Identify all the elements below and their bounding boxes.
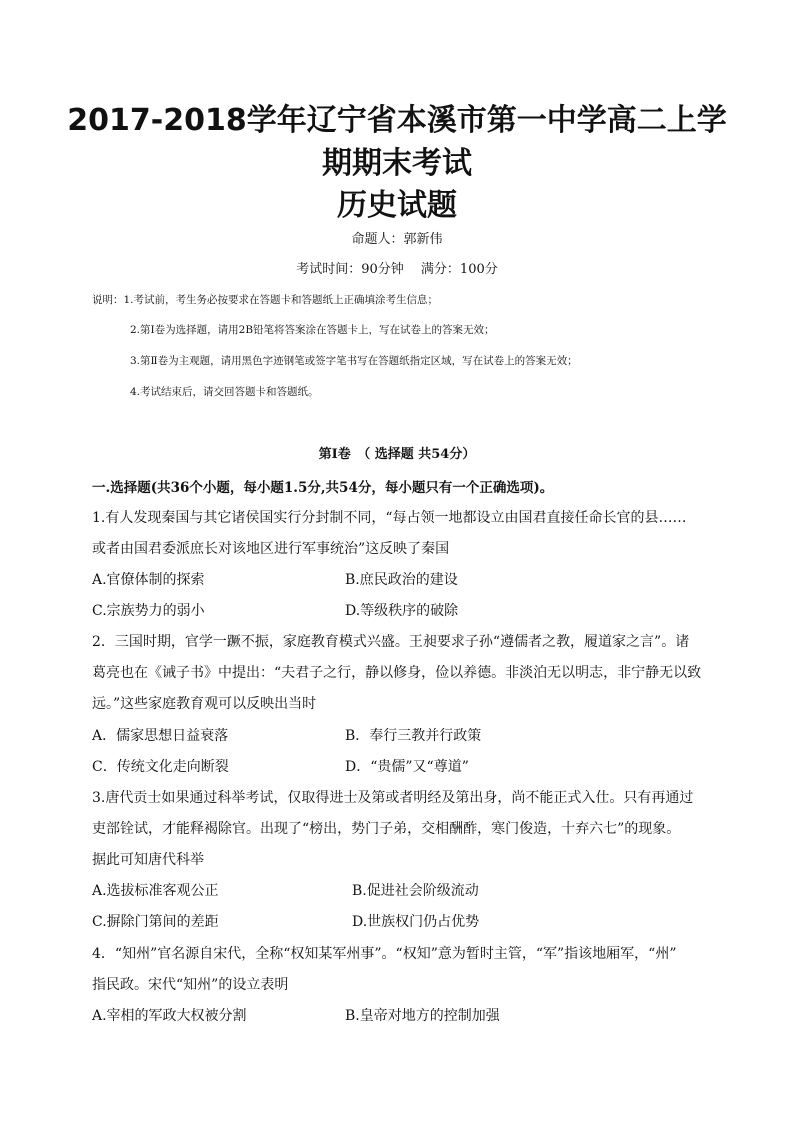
question-2-option-d: D．“贵儒”又“尊道” <box>345 759 469 775</box>
title-line-2: 期期末考试 <box>322 146 472 181</box>
author-line: 命题人：郭新伟 <box>351 232 443 247</box>
note-4: 4.考试结束后，请交回答题卡和答题纸。 <box>130 386 319 398</box>
question-1-option-a: A.官僚体制的探索 <box>92 572 205 588</box>
question-1-line-1: 1.有人发现秦国与其它诸侯国实行分封制不同，“每占领一地都设立由国君直接任命长官的县…… <box>92 510 687 526</box>
question-3-line-3: 据此可知唐代科举 <box>92 852 204 868</box>
section-instruction: 一.选择题(共36个小题，每小题1.5分,共54分，每小题只有一个正确选项)。 <box>92 480 554 496</box>
question-2-option-a: A．儒家思想日益衰落 <box>92 728 229 744</box>
question-1-option-c: C.宗族势力的弱小 <box>92 603 205 619</box>
exam-info-line: 考试时间：90分钟 满分：100分 <box>296 262 498 277</box>
question-2-line-3: 远。”这些家庭教育观可以反映出当时 <box>92 696 317 712</box>
question-3-line-2: 吏部铨试，才能释褐除官。出现了“榜出，势门子弟，交相酬酢，寒门俊造，十弃六七”的现象。 <box>92 821 681 837</box>
title-line-3: 历史试题 <box>337 188 457 223</box>
question-3-line-1: 3.唐代贡士如果通过科举考试，仅取得进士及第或者明经及第出身，尚不能正式入仕。只有再通过 <box>92 790 694 806</box>
question-3-option-a: A.选拔标准客观公正 <box>92 883 219 899</box>
question-2-line-2: 葛亮也在《诫子书》中提出：“夫君子之行，静以修身，俭以养德。非淡泊无以明志，非宁静无以致 <box>92 665 702 681</box>
question-2-option-c: C．传统文化走向断裂 <box>92 759 229 775</box>
question-1-option-d: D.等级秩序的破除 <box>345 603 459 619</box>
note-2: 2.第Ⅰ卷为选择题，请用2B铅笔将答案涂在答题卡上，写在试卷上的答案无效； <box>130 324 495 336</box>
question-3-option-b: B.促进社会阶级流动 <box>352 883 479 899</box>
question-2-option-b: B．奉行三教并行政策 <box>345 728 482 744</box>
question-3-option-c: C.摒除门第间的差距 <box>92 914 219 930</box>
question-1-option-b: B.庶民政治的建设 <box>345 572 458 588</box>
question-4-option-a: A.宰相的军政大权被分割 <box>92 1008 247 1024</box>
question-2-line-1: 2．三国时期，官学一蹶不振，家庭教育模式兴盛。王昶要求子孙“遵儒者之教，履道家之言”。诸 <box>92 634 690 650</box>
question-4-line-1: 4．“知州”官名源自宋代，全称“权知某军州事”。“权知”意为暂时主管，“军”指该地厢军，“州” <box>92 946 677 962</box>
question-3-option-d: D.世族权门仍占优势 <box>352 914 480 930</box>
title-line-1: 2017-2018学年辽宁省本溪市第一中学高二上学 <box>67 103 727 138</box>
question-4-line-2: 指民政。宋代“知州”的设立表明 <box>92 977 289 993</box>
note-1: 说明：1.考试前，考生务必按要求在答题卡和答题纸上正确填涂考生信息； <box>92 294 439 306</box>
note-3: 3.第Ⅱ卷为主观题，请用黑色字迹钢笔或签字笔书写在答题纸指定区域，写在试卷上的答案无效； <box>130 355 578 367</box>
question-1-line-2: 或者由国君委派庶长对该地区进行军事统治”这反映了秦国 <box>92 541 450 557</box>
section-heading: 第Ⅰ卷 （ 选择题 共54分） <box>318 447 476 462</box>
question-4-option-b: B.皇帝对地方的控制加强 <box>345 1008 500 1024</box>
